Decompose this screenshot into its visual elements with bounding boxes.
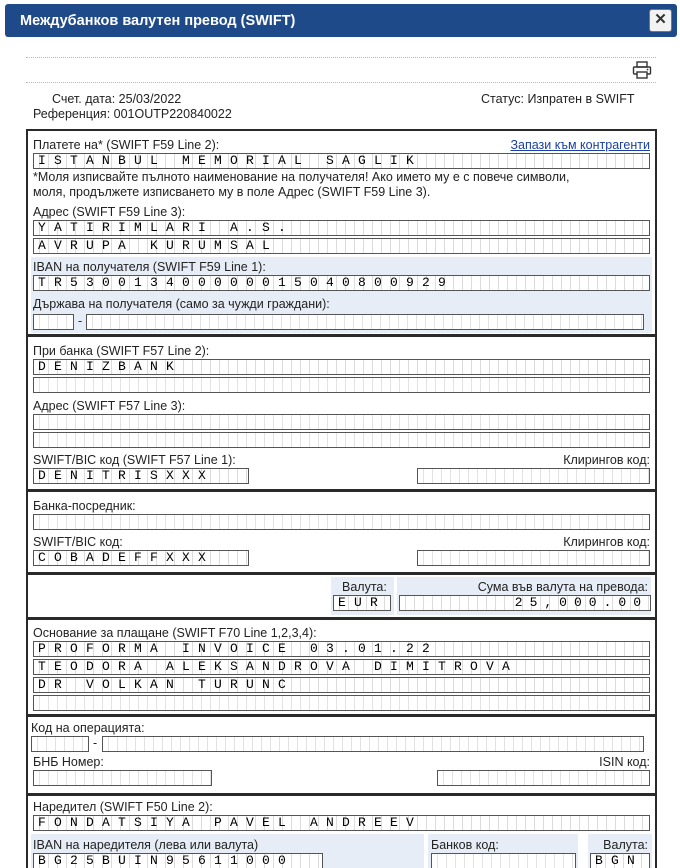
dialog-title: Междубанков валутен превод (SWIFT): [20, 13, 296, 29]
iban-label: IBAN на получателя (SWIFT F59 Line 1):: [33, 260, 266, 274]
bank-name-line2-field[interactable]: [33, 377, 650, 393]
bank-name-field[interactable]: DENIZBANK: [33, 359, 650, 375]
orderer-currency-field[interactable]: BGN: [590, 853, 650, 868]
accounting-date: Счет. дата: 25/03/2022: [52, 92, 182, 106]
operation-code-label: Код на операцията:: [31, 721, 145, 735]
orderer-label: Наредител (SWIFT F50 Line 2):: [33, 800, 213, 814]
operation-desc-field[interactable]: [102, 736, 644, 752]
bank-label: При банка (SWIFT F57 Line 2):: [33, 344, 210, 358]
bic-label: SWIFT/BIC код (SWIFT F57 Line 1):: [33, 453, 236, 467]
close-button[interactable]: [649, 9, 672, 32]
country-label: Държава на получателя (само за чужди граждани):: [33, 297, 330, 311]
orderer-iban-field[interactable]: BG25BUIN95611000: [33, 853, 323, 868]
beneficiary-iban-field[interactable]: TR530013400000015040800929: [33, 275, 650, 291]
bank-address-line1[interactable]: [33, 414, 650, 430]
print-icon[interactable]: [632, 61, 652, 79]
intermediary-name-field[interactable]: [33, 514, 650, 530]
bnb-number-label: БНБ Номер:: [33, 755, 104, 769]
payment-reason-section: [26, 618, 657, 716]
close-icon: ✕: [654, 11, 667, 28]
orderer-currency-label: Валута:: [603, 838, 648, 852]
amount-label: Сума във валута на превода:: [477, 580, 648, 594]
status-text: Статус: Изпратен в SWIFT: [481, 92, 635, 106]
beneficiary-address-line1[interactable]: YATIRIMLARI A.S.: [33, 220, 650, 236]
beneficiary-note: [33, 170, 569, 200]
beneficiary-address-line2[interactable]: AVRUPA KURUMSAL: [33, 238, 650, 254]
orderer-section: [26, 794, 657, 868]
bnb-number-field[interactable]: [33, 770, 212, 786]
bank-bic-field[interactable]: DENITRISXXX: [33, 468, 249, 484]
dash: -: [93, 736, 98, 750]
bank-address-label: Адрес (SWIFT F57 Line 3):: [33, 399, 186, 413]
bank-clearing-field[interactable]: [417, 468, 650, 484]
note-line: моля, продължете изписването му в поле Адрес (SWIFT F59 Line 3).: [33, 185, 431, 199]
payment-reason-line2[interactable]: TEODORA ALEKSANDROVA DIMITROVA: [33, 659, 650, 675]
payment-reason-line3[interactable]: DR VOLKAN TURUNC: [33, 677, 650, 693]
orderer-iban-label: IBAN на наредителя (лева или валута): [33, 838, 259, 852]
divider: [26, 82, 656, 83]
amount-field[interactable]: 25,000.00: [399, 595, 651, 611]
reference: Референция: 001OUTP220840022: [33, 107, 232, 121]
country-code-field[interactable]: [33, 314, 74, 330]
dash: -: [78, 314, 83, 328]
orderer-bank-code-field[interactable]: [431, 853, 576, 868]
bank-section: [26, 335, 657, 491]
beneficiary-name-field[interactable]: ISTANBUL MEMORIAL SAGLIK: [33, 153, 650, 169]
dialog-titlebar: [5, 4, 677, 37]
address-label: Адрес (SWIFT F59 Line 3):: [33, 205, 186, 219]
bank-address-line2[interactable]: [33, 432, 650, 448]
divider: [26, 57, 656, 58]
payment-reason-label: Основание за плащане (SWIFT F70 Line 1,2,3,4):: [33, 626, 317, 640]
beneficiary-section: [26, 129, 657, 336]
payment-reason-line1[interactable]: PROFORMA INVOICE 03.01.22: [33, 641, 650, 657]
currency-field[interactable]: EUR: [333, 595, 391, 611]
isin-field[interactable]: [437, 770, 650, 786]
operation-section: [26, 715, 657, 795]
payment-reason-line4[interactable]: [33, 695, 650, 711]
intermediary-section: [26, 490, 657, 574]
currency-label: Валута:: [342, 580, 387, 594]
intermediary-clearing-field[interactable]: [417, 550, 650, 566]
orderer-bank-code-label: Банков код:: [431, 838, 499, 852]
intermediary-clearing-label: Клирингов код:: [563, 535, 650, 549]
orderer-name-field[interactable]: FONDATSIYA PAVEL ANDREEV: [33, 815, 650, 831]
country-name-field[interactable]: [86, 314, 644, 330]
intermediary-bic-label: SWIFT/BIC код:: [33, 535, 123, 549]
intermediary-label: Банка-посредник:: [33, 499, 136, 513]
isin-label: ISIN код:: [599, 755, 650, 769]
save-to-counterparties-link[interactable]: Запази към контрагенти: [510, 138, 650, 152]
pay-to-label: Платете на* (SWIFT F59 Line 2):: [33, 138, 220, 152]
amount-section: [26, 573, 657, 619]
note-line: *Моля изписвайте пълното наименование на получателя! Ако името му е с повече символи,: [33, 170, 570, 184]
operation-code-field[interactable]: [31, 736, 89, 752]
clearing-label: Клирингов код:: [563, 453, 650, 467]
intermediary-bic-field[interactable]: COBADEFFXXX: [33, 550, 249, 566]
